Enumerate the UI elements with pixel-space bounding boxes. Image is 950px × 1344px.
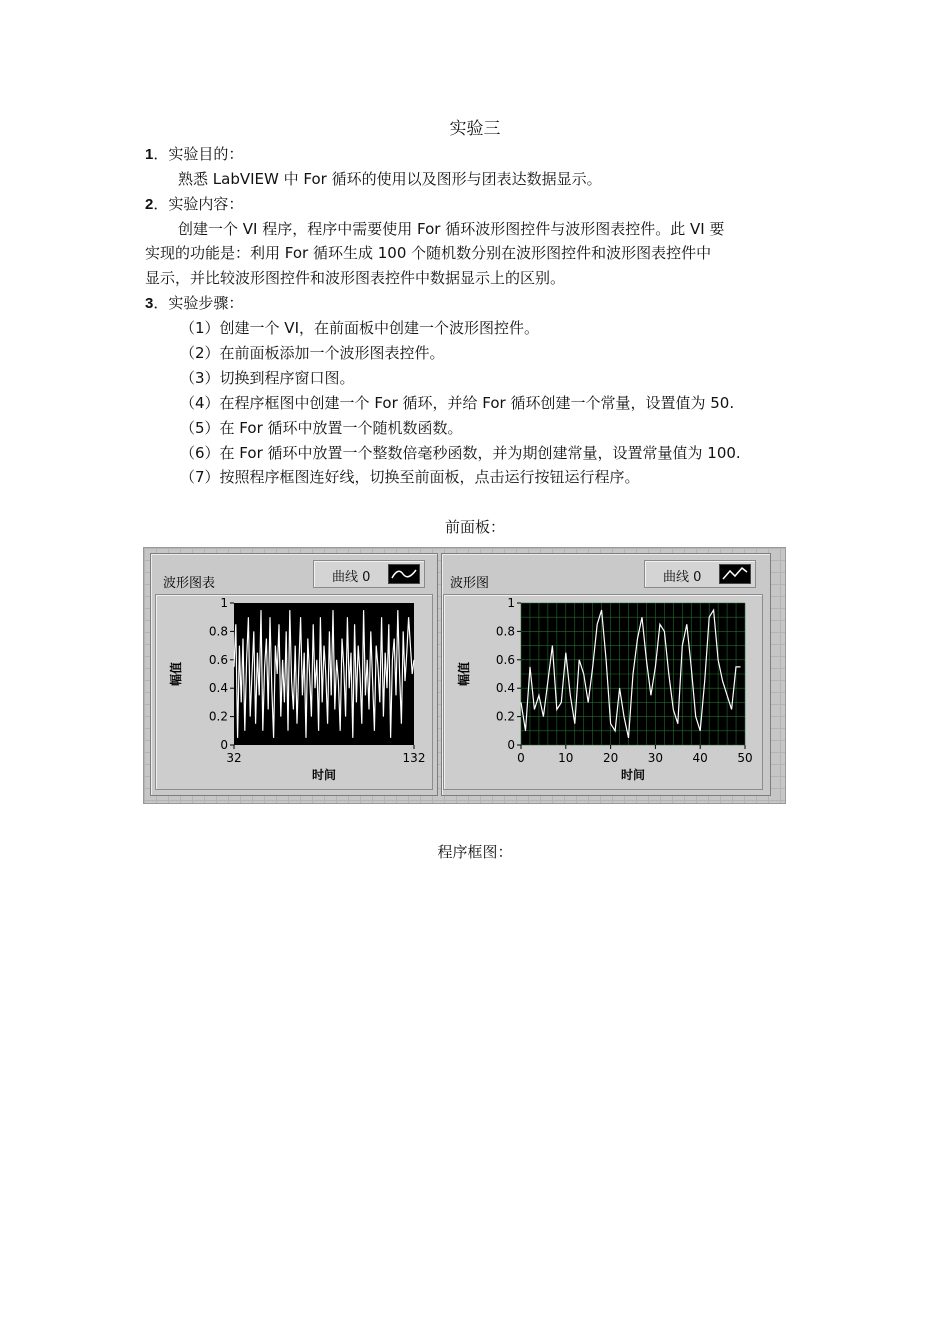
y-tick-label: 0.2: [208, 709, 228, 724]
content-line: 显示，并比较波形图控件和波形图表控件中数据显示上的区别。: [145, 269, 566, 287]
chart-frame: [155, 594, 433, 790]
x-tick-label: 0: [517, 751, 525, 765]
chart-svg: [156, 595, 432, 789]
purpose-text: 熟悉 LabVIEW 中 For 循环的使用以及图形与团表达数据显示。: [178, 170, 602, 188]
step-item: （7）按照程序框图连好线，切换至前面板，点击运行按钮运行程序。: [180, 468, 640, 486]
section-heading-content: 2．实验内容：: [145, 195, 244, 213]
section-heading-purpose: 1．实验目的：: [145, 145, 244, 163]
y-tick-label: 0.2: [495, 709, 515, 724]
chart-legend: [313, 560, 425, 588]
block-diagram-caption: 程序框图：: [437, 843, 513, 861]
plot-line-icon: [719, 564, 751, 584]
x-axis-label: 时间: [620, 768, 646, 782]
y-tick-label: 1: [507, 596, 515, 610]
chart-title: 波形图表: [163, 576, 216, 591]
y-tick-label: 1: [220, 596, 228, 610]
front-panel-caption: 前面板：: [444, 518, 505, 536]
step-item: （6）在 For 循环中放置一个整数倍毫秒函数，并为期创建常量，设置常量值为 100.: [180, 444, 741, 462]
x-tick-label: 32: [226, 751, 242, 765]
legend-label: 曲线 0: [663, 570, 702, 585]
graph-frame: [443, 594, 763, 790]
step-item: （3）切换到程序窗口图。: [180, 369, 355, 387]
y-tick-label: 0: [220, 738, 228, 752]
front-panel-screenshot: [143, 547, 786, 804]
y-tick-label: 0.4: [208, 681, 228, 696]
page-title: 实验三: [449, 119, 501, 139]
content-line: 实现的功能是：利用 For 循环生成 100 个随机数分别在波形图控件和波形图表控件中: [145, 244, 712, 262]
y-tick-label: 0: [507, 738, 515, 752]
x-tick-label: 50: [737, 751, 753, 765]
y-tick-label: 0.8: [495, 624, 515, 639]
step-item: （2）在前面板添加一个波形图表控件。: [180, 344, 445, 362]
y-tick-label: 0.4: [495, 681, 515, 696]
legend-label: 曲线 0: [332, 570, 371, 585]
content-line: 创建一个 VI 程序，程序中需要使用 For 循环波形图控件与波形图表控件。此 VI 要: [178, 220, 725, 238]
x-tick-label: 132: [402, 751, 426, 765]
y-tick-label: 0.6: [208, 652, 228, 667]
y-axis-label: 幅值: [457, 661, 471, 687]
graph-legend: [644, 560, 756, 588]
step-item: （5）在 For 循环中放置一个随机数函数。: [180, 419, 463, 437]
x-tick-label: 10: [558, 751, 574, 765]
y-tick-label: 0.8: [208, 624, 228, 639]
plot-line-icon: [388, 564, 420, 584]
x-axis-label: 时间: [311, 768, 337, 782]
x-tick-label: 30: [647, 751, 664, 765]
step-item: （4）在程序框图中创建一个 For 循环，并给 For 循环创建一个常量，设置值为 50.: [180, 394, 735, 412]
y-axis-label: 幅值: [169, 661, 183, 687]
waveform-chart: [150, 553, 438, 796]
section-heading-steps: 3．实验步骤：: [145, 294, 244, 312]
waveform-graph: [441, 553, 771, 796]
graph-title: 波形图: [450, 576, 490, 591]
x-tick-label: 40: [692, 751, 708, 765]
graph-svg: [444, 595, 762, 789]
y-tick-label: 0.6: [495, 652, 515, 667]
x-tick-label: 20: [602, 751, 619, 765]
step-item: （1）创建一个 VI，在前面板中创建一个波形图控件。: [180, 319, 539, 337]
